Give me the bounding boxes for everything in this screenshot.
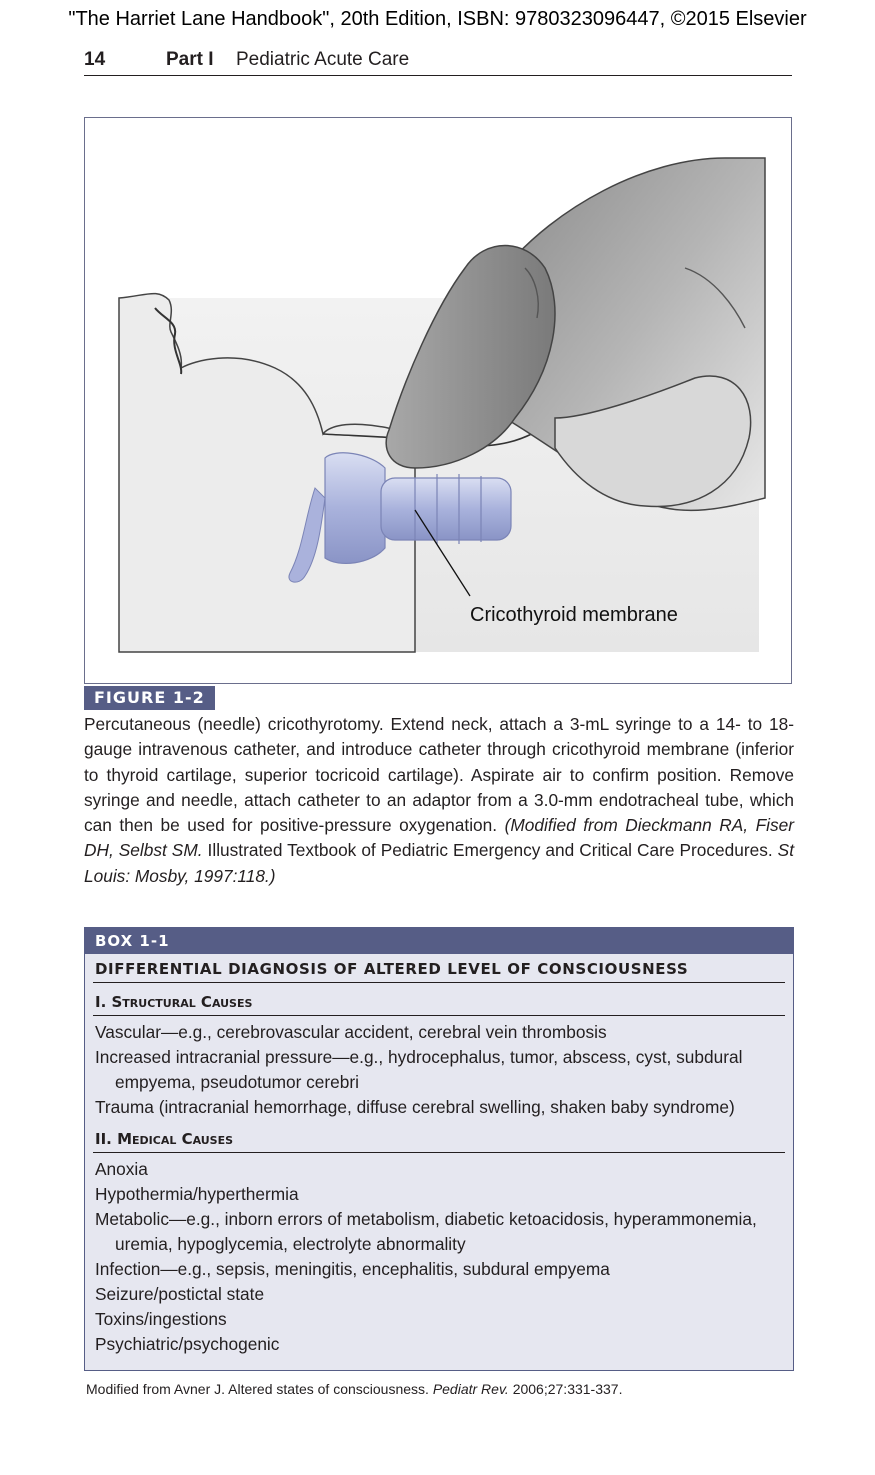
box-label: BOX 1-1: [85, 928, 793, 954]
catheter-barrel: [381, 478, 511, 540]
running-header: [84, 47, 792, 76]
structural-causes-list: [95, 1020, 785, 1120]
cricothyrotomy-illustration: [85, 118, 791, 683]
section-title: Pediatric Acute Care: [236, 49, 410, 70]
footnote-journal: Pediatr Rev.: [432, 1381, 509, 1397]
caption-text: Percutaneous (needle) cricothyrotomy. Extend neck, attach a 3-mL syringe to a 14- to 18-gauge intravenous catheter, and introduce catheter through cricothyroid membrane (inferior to thyroid cartilage, superior tocricoid cartilage). Aspirate air to confirm position. Remove syringe and needle, attach catheter to an adaptor from a 3.0-mm endotracheal tube, which can then be used for positive-pressure oxygenation.: [84, 714, 794, 836]
list-item: Metabolic—e.g., inborn errors of metabolism, diabetic ketoacidosis, hyperammonemia, uremia, hypoglycemia, electrolyte abnormality: [95, 1209, 757, 1254]
list-item: Vascular—e.g., cerebrovascular accident, cerebral vein thrombosis: [95, 1022, 607, 1042]
caption-source-publisher: St Louis: Mosby, 1997:118.): [84, 840, 794, 886]
list-item: Increased intracranial pressure—e.g., hydrocephalus, tumor, abscess, cyst, subdural empyema, pseudotumor cerebri: [95, 1047, 743, 1092]
list-item: Hypothermia/hyperthermia: [95, 1184, 299, 1204]
list-item: Trauma (intracranial hemorrhage, diffuse cerebral swelling, shaken baby syndrome): [95, 1097, 735, 1117]
copyright-watermark: "The Harriet Lane Handbook", 20th Edition, ISBN: 9780323096447, ©2015 Elsevier: [68, 8, 807, 30]
list-item: Psychiatric/psychogenic: [95, 1334, 280, 1354]
caption-source-authors: (Modified from Dieckmann RA, Fiser DH, Selbst SM.: [84, 815, 794, 861]
figure-illustration: [84, 117, 792, 684]
caption-source-book: Illustrated Textbook of Pediatric Emergency and Critical Care Procedures.: [207, 840, 773, 861]
list-item: Anoxia: [95, 1159, 148, 1179]
figure-caption: [84, 712, 794, 889]
page-number: 14: [84, 49, 106, 70]
figure-label: FIGURE 1-2: [84, 686, 215, 710]
list-item: Infection—e.g., sepsis, meningitis, encephalitis, subdural empyema: [95, 1259, 610, 1279]
section-heading-medical: II. Medical Causes: [93, 1130, 785, 1153]
part-label: Part I: [166, 49, 214, 70]
catheter-hub: [325, 453, 385, 564]
footnote-citation: 2006;27:331-337.: [512, 1381, 623, 1397]
box-footnote: [86, 1381, 622, 1397]
box-title: DIFFERENTIAL DIAGNOSIS OF ALTERED LEVEL OF CONSCIOUSNESS: [93, 958, 785, 983]
medical-causes-list: [95, 1157, 785, 1357]
callout-label: Cricothyroid membrane: [470, 604, 678, 626]
list-item: Seizure/postictal state: [95, 1284, 265, 1304]
list-item: Toxins/ingestions: [95, 1309, 227, 1329]
section-heading-structural: I. Structural Causes: [93, 993, 785, 1016]
box-differential-diagnosis: [84, 927, 794, 1371]
footnote-text: Modified from Avner J. Altered states of consciousness.: [86, 1381, 429, 1397]
